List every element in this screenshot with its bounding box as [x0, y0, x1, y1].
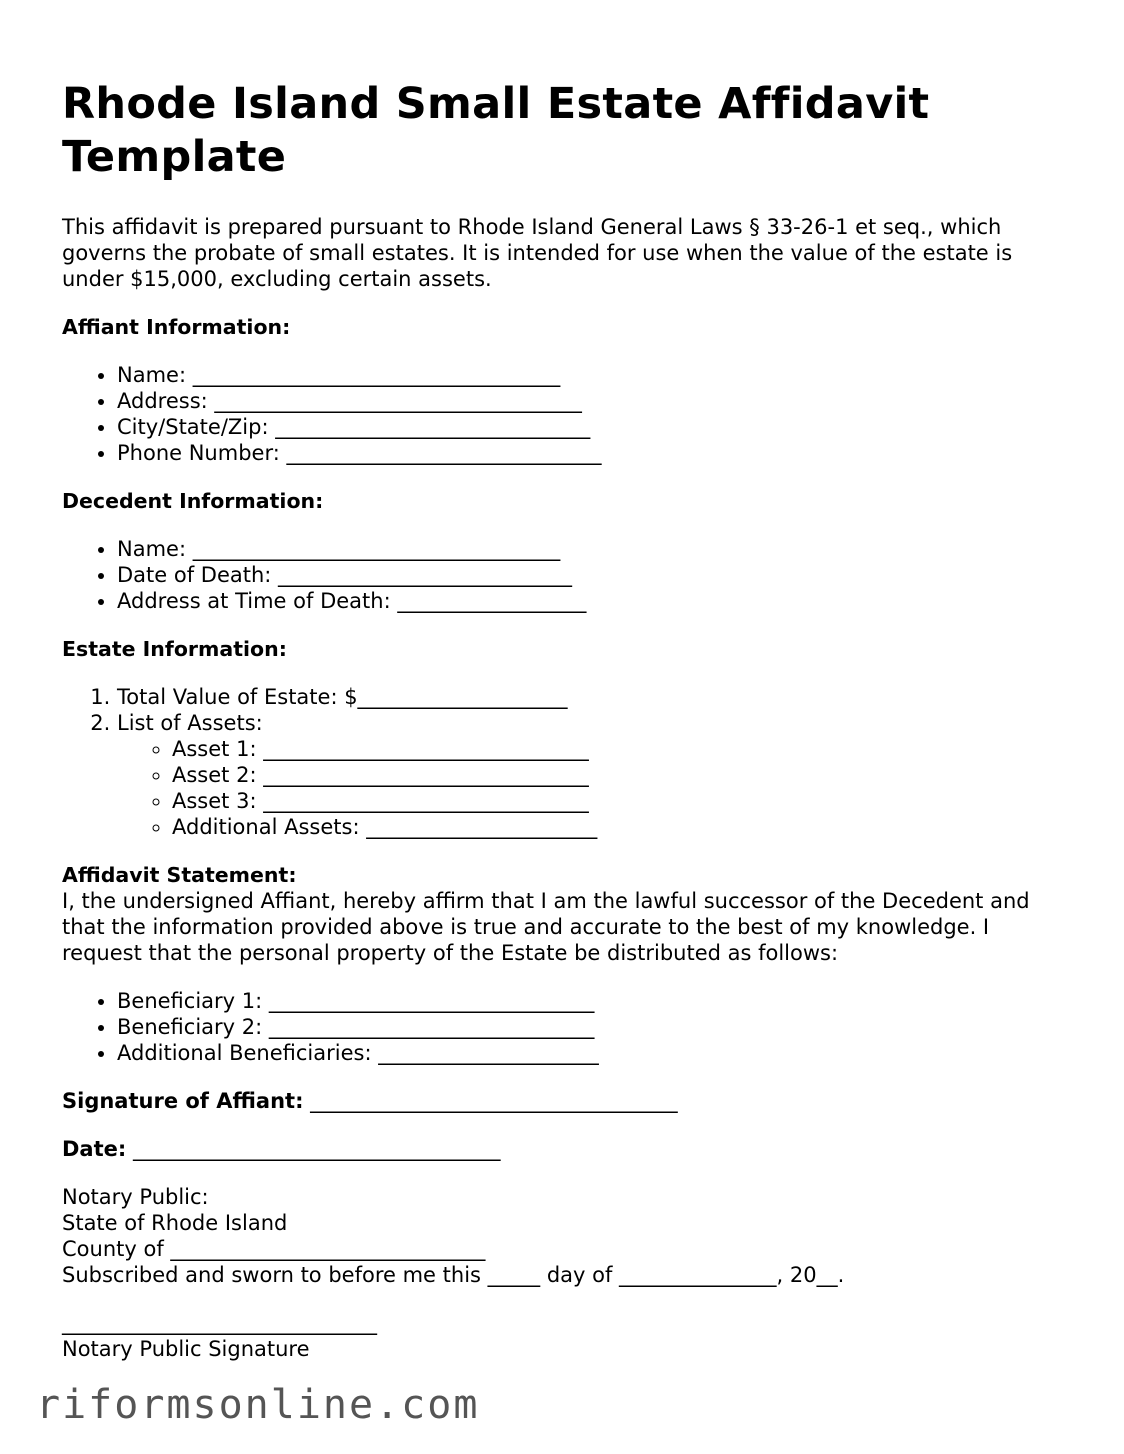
affiant-signature-field[interactable]: ___________________________________: [310, 1089, 678, 1113]
decedent-list: [62, 536, 1062, 614]
affiant-phone-field[interactable]: • Phone Number: ______________________________: [117, 440, 1062, 466]
decedent-name-field[interactable]: • Name: ___________________________________: [117, 536, 1062, 562]
estate-list: [62, 684, 1062, 840]
estate-total-value-field[interactable]: 1. Total Value of Estate: $____________________: [117, 684, 1062, 710]
asset-2-field[interactable]: ◦ Asset 2: _______________________________: [172, 762, 1062, 788]
beneficiary-2-field[interactable]: • Beneficiary 2: _______________________________: [117, 1014, 1062, 1040]
affiant-list: [62, 362, 1062, 466]
date-row: [62, 1136, 1062, 1162]
affiant-signature-label: Signature of Affiant:: [62, 1089, 304, 1113]
intro-paragraph: This affidavit is prepared pursuant to Rhode Island General Laws § 33-26-1 et seq., which governs the probate of small estates. It is intended for use when the value of the estate is under $15,000, excluding certain assets.: [62, 215, 1013, 291]
notary-sworn-line[interactable]: Subscribed and sworn to before me this _____ day of _______________, 20__.: [62, 1263, 845, 1287]
decedent-date-of-death-field[interactable]: • Date of Death: ____________________________: [117, 562, 1062, 588]
estate-heading: Estate Information:: [62, 637, 287, 661]
document-title: Rhode Island Small Estate Affidavit Template: [62, 79, 930, 182]
additional-assets-field[interactable]: ◦ Additional Assets: ______________________: [172, 814, 1062, 840]
date-field[interactable]: ___________________________________: [132, 1137, 501, 1161]
affiant-name-field[interactable]: • Name: ___________________________________: [117, 362, 1062, 388]
document-page: [62, 78, 1062, 1362]
asset-3-field[interactable]: ◦ Asset 3: _______________________________: [172, 788, 1062, 814]
decedent-address-field[interactable]: • Address at Time of Death: __________________: [117, 588, 1062, 614]
asset-1-field[interactable]: ◦ Asset 1: _______________________________: [172, 736, 1062, 762]
estate-assets-item: [117, 710, 1062, 840]
affiant-signature-row: [62, 1088, 1062, 1114]
affiant-city-state-zip-field[interactable]: • City/State/Zip: ______________________________: [117, 414, 1062, 440]
site-watermark: riformsonline.com: [36, 1382, 480, 1428]
notary-public-label: Notary Public:: [62, 1185, 209, 1209]
affiant-heading: Affiant Information:: [62, 315, 291, 339]
affiant-address-field[interactable]: • Address: ___________________________________: [117, 388, 1062, 414]
notary-signature-field[interactable]: ______________________________: [62, 1311, 377, 1335]
beneficiary-1-field[interactable]: • Beneficiary 1: _______________________________: [117, 988, 1062, 1014]
notary-signature-label: Notary Public Signature: [62, 1337, 310, 1361]
additional-beneficiaries-field[interactable]: • Additional Beneficiaries: _____________________: [117, 1040, 1062, 1066]
beneficiary-list: [62, 988, 1062, 1066]
assets-label: List of Assets:: [117, 711, 263, 735]
decedent-heading: Decedent Information:: [62, 489, 324, 513]
assets-sublist: [117, 736, 1062, 840]
statement-text: I, the undersigned Affiant, hereby affirm that I am the lawful successor of the Decedent and that the information provided above is true and accurate to the best of my knowledge. I request that the personal property of the Estate be distributed as follows:: [62, 889, 1030, 965]
notary-state: State of Rhode Island: [62, 1211, 288, 1235]
notary-county-field[interactable]: County of ______________________________: [62, 1237, 486, 1261]
notary-block: [62, 1184, 1062, 1362]
date-label: Date:: [62, 1137, 127, 1161]
statement-heading: Affidavit Statement:: [62, 863, 297, 887]
